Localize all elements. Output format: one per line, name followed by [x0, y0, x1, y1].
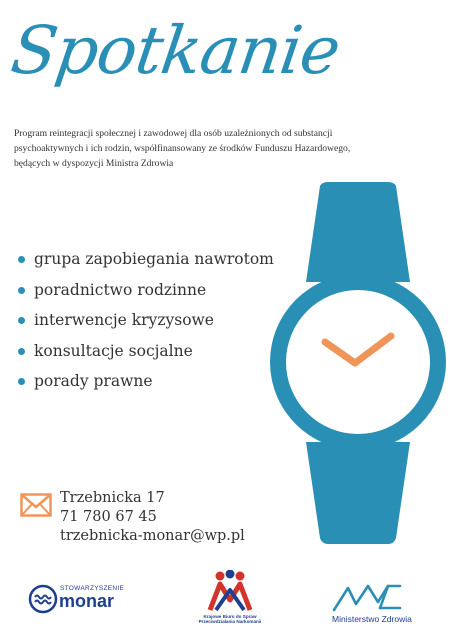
service-item: porady prawne	[18, 368, 274, 399]
monar-logo-subtitle: STOWARZYSZENIE	[60, 585, 125, 592]
ministry-of-health-logo	[322, 580, 422, 624]
contact-email[interactable]: trzebnicka-monar@wp.pl	[60, 528, 245, 544]
service-item: grupa zapobiegania nawrotom	[18, 246, 274, 277]
bullet-icon	[18, 256, 25, 263]
description-line: będących w dyspozycji Ministra Zdrowia	[14, 158, 174, 169]
kbpn-logo-line: Przeciwdziałania Narkomanii	[198, 619, 262, 625]
service-item: konsultacje socjalne	[18, 338, 274, 369]
mz-emblem-icon	[322, 580, 412, 614]
kbpn-logo	[190, 570, 270, 625]
contact-phone[interactable]: 71 780 67 45	[60, 509, 157, 525]
bullet-icon	[18, 287, 25, 294]
bullet-icon	[18, 348, 25, 355]
kbpn-emblem-icon	[190, 570, 270, 614]
poster-title: Spotkanie	[6, 12, 345, 89]
bullet-icon	[18, 317, 25, 324]
watch-icon	[268, 182, 448, 548]
monar-emblem-icon	[28, 584, 58, 614]
kbpn-logo-line: Krajowe Biuro do Spraw	[203, 614, 257, 619]
program-description	[14, 126, 434, 171]
mz-logo-name: Ministerstwo Zdrowia	[332, 614, 412, 624]
services-list	[18, 246, 274, 399]
monar-logo-name: monar	[59, 591, 115, 611]
service-item: poradnictwo rodzinne	[18, 277, 274, 308]
monar-logo	[28, 584, 125, 618]
description-line: psychoaktywnych i ich rodzin, współfinansowany ze środków Funduszu Hazardowego,	[14, 143, 351, 154]
contact-address: Trzebnicka 17	[60, 490, 165, 506]
mail-icon	[20, 493, 52, 517]
bullet-icon	[18, 378, 25, 385]
description-line: Program reintegracji społecznej i zawodowej dla osób uzależnionych od substancji	[14, 128, 333, 139]
service-item: interwencje kryzysowe	[18, 307, 274, 338]
